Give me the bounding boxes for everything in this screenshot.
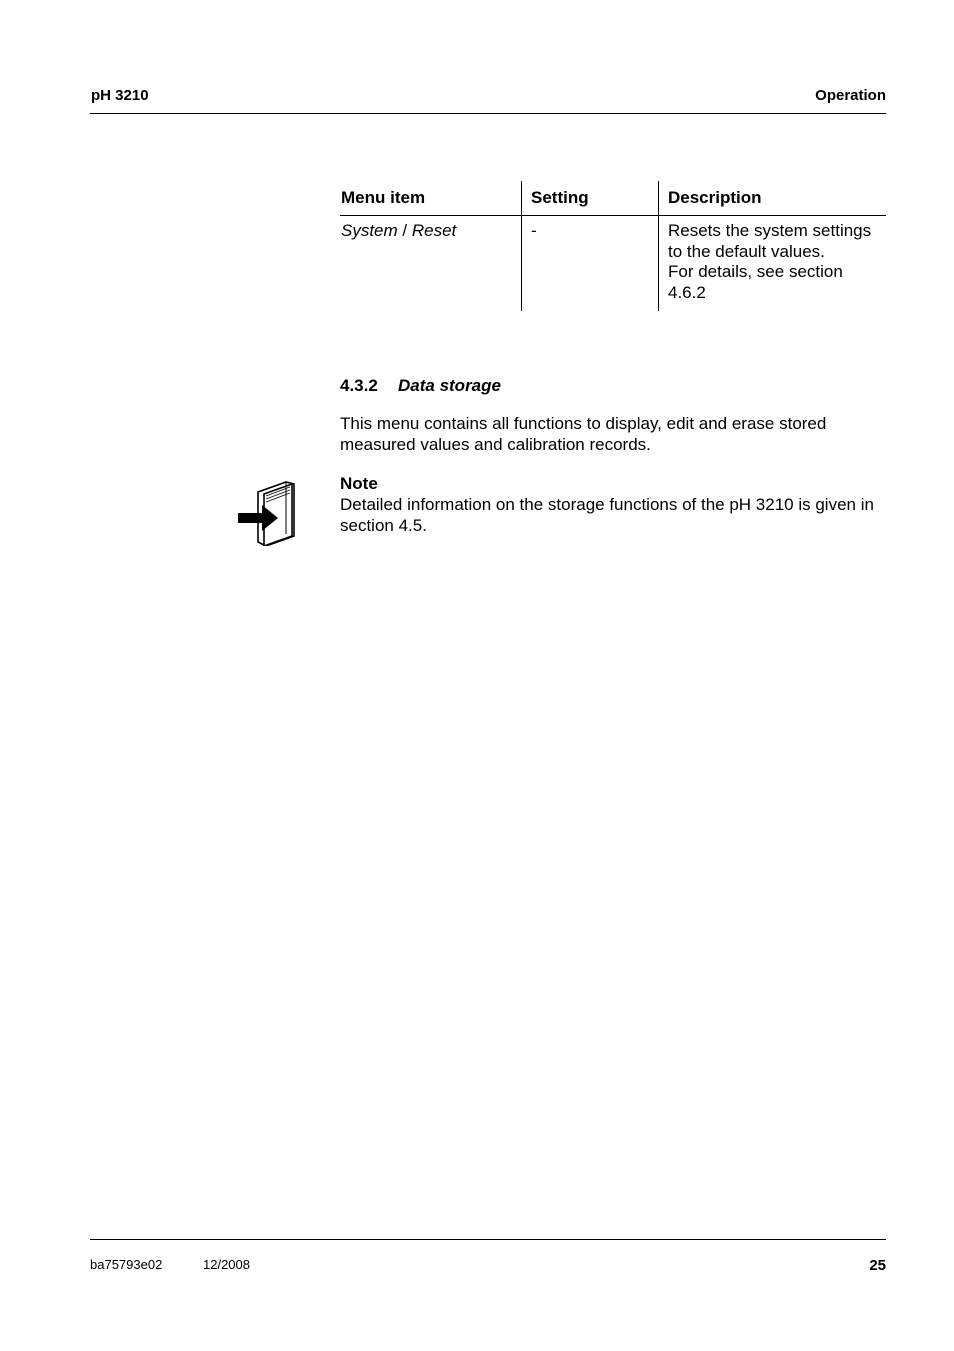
- footer-rule: [90, 1239, 886, 1240]
- body-line: measured values and calibration records.: [340, 435, 651, 454]
- footer-document-id: ba75793e02: [90, 1257, 163, 1272]
- description-line: 4.6.2: [668, 282, 706, 302]
- section-title: Data storage: [398, 376, 501, 395]
- setting-cell: -: [522, 216, 659, 312]
- footer-date: 12/2008: [203, 1257, 250, 1272]
- note-line: Detailed information on the storage functions of the pH 3210 is given in: [340, 495, 874, 514]
- menu-item-separator: /: [397, 221, 412, 240]
- description-line: For details, see section: [668, 262, 843, 281]
- body-line: This menu contains all functions to display, edit and erase stored: [340, 414, 827, 433]
- menu-item-system: System: [341, 221, 398, 240]
- column-header-description: Description: [659, 181, 887, 216]
- description-line: to the default values.: [668, 241, 825, 261]
- description-line: Resets the system settings: [668, 221, 872, 240]
- note-block: [340, 473, 890, 536]
- menu-item-reset: Reset: [411, 221, 457, 240]
- running-header-title: pH 3210: [91, 87, 149, 104]
- description-cell: [659, 216, 887, 312]
- page-number: 25: [869, 1257, 886, 1274]
- table-header-row: [340, 181, 886, 216]
- column-header-setting: Setting: [522, 181, 659, 216]
- section-heading: [340, 376, 501, 396]
- menu-item-cell: [340, 216, 522, 312]
- section-body: [340, 413, 890, 455]
- menu-settings-table: [340, 181, 886, 311]
- table-row: [340, 216, 886, 312]
- note-title: Note: [340, 474, 378, 493]
- running-header-chapter: Operation: [815, 87, 886, 104]
- column-header-menu-item: Menu item: [340, 181, 522, 216]
- note-line: section 4.5.: [340, 516, 427, 535]
- book-arrow-icon: [236, 478, 296, 546]
- section-number: 4.3.2: [340, 376, 378, 395]
- header-rule: [90, 113, 886, 114]
